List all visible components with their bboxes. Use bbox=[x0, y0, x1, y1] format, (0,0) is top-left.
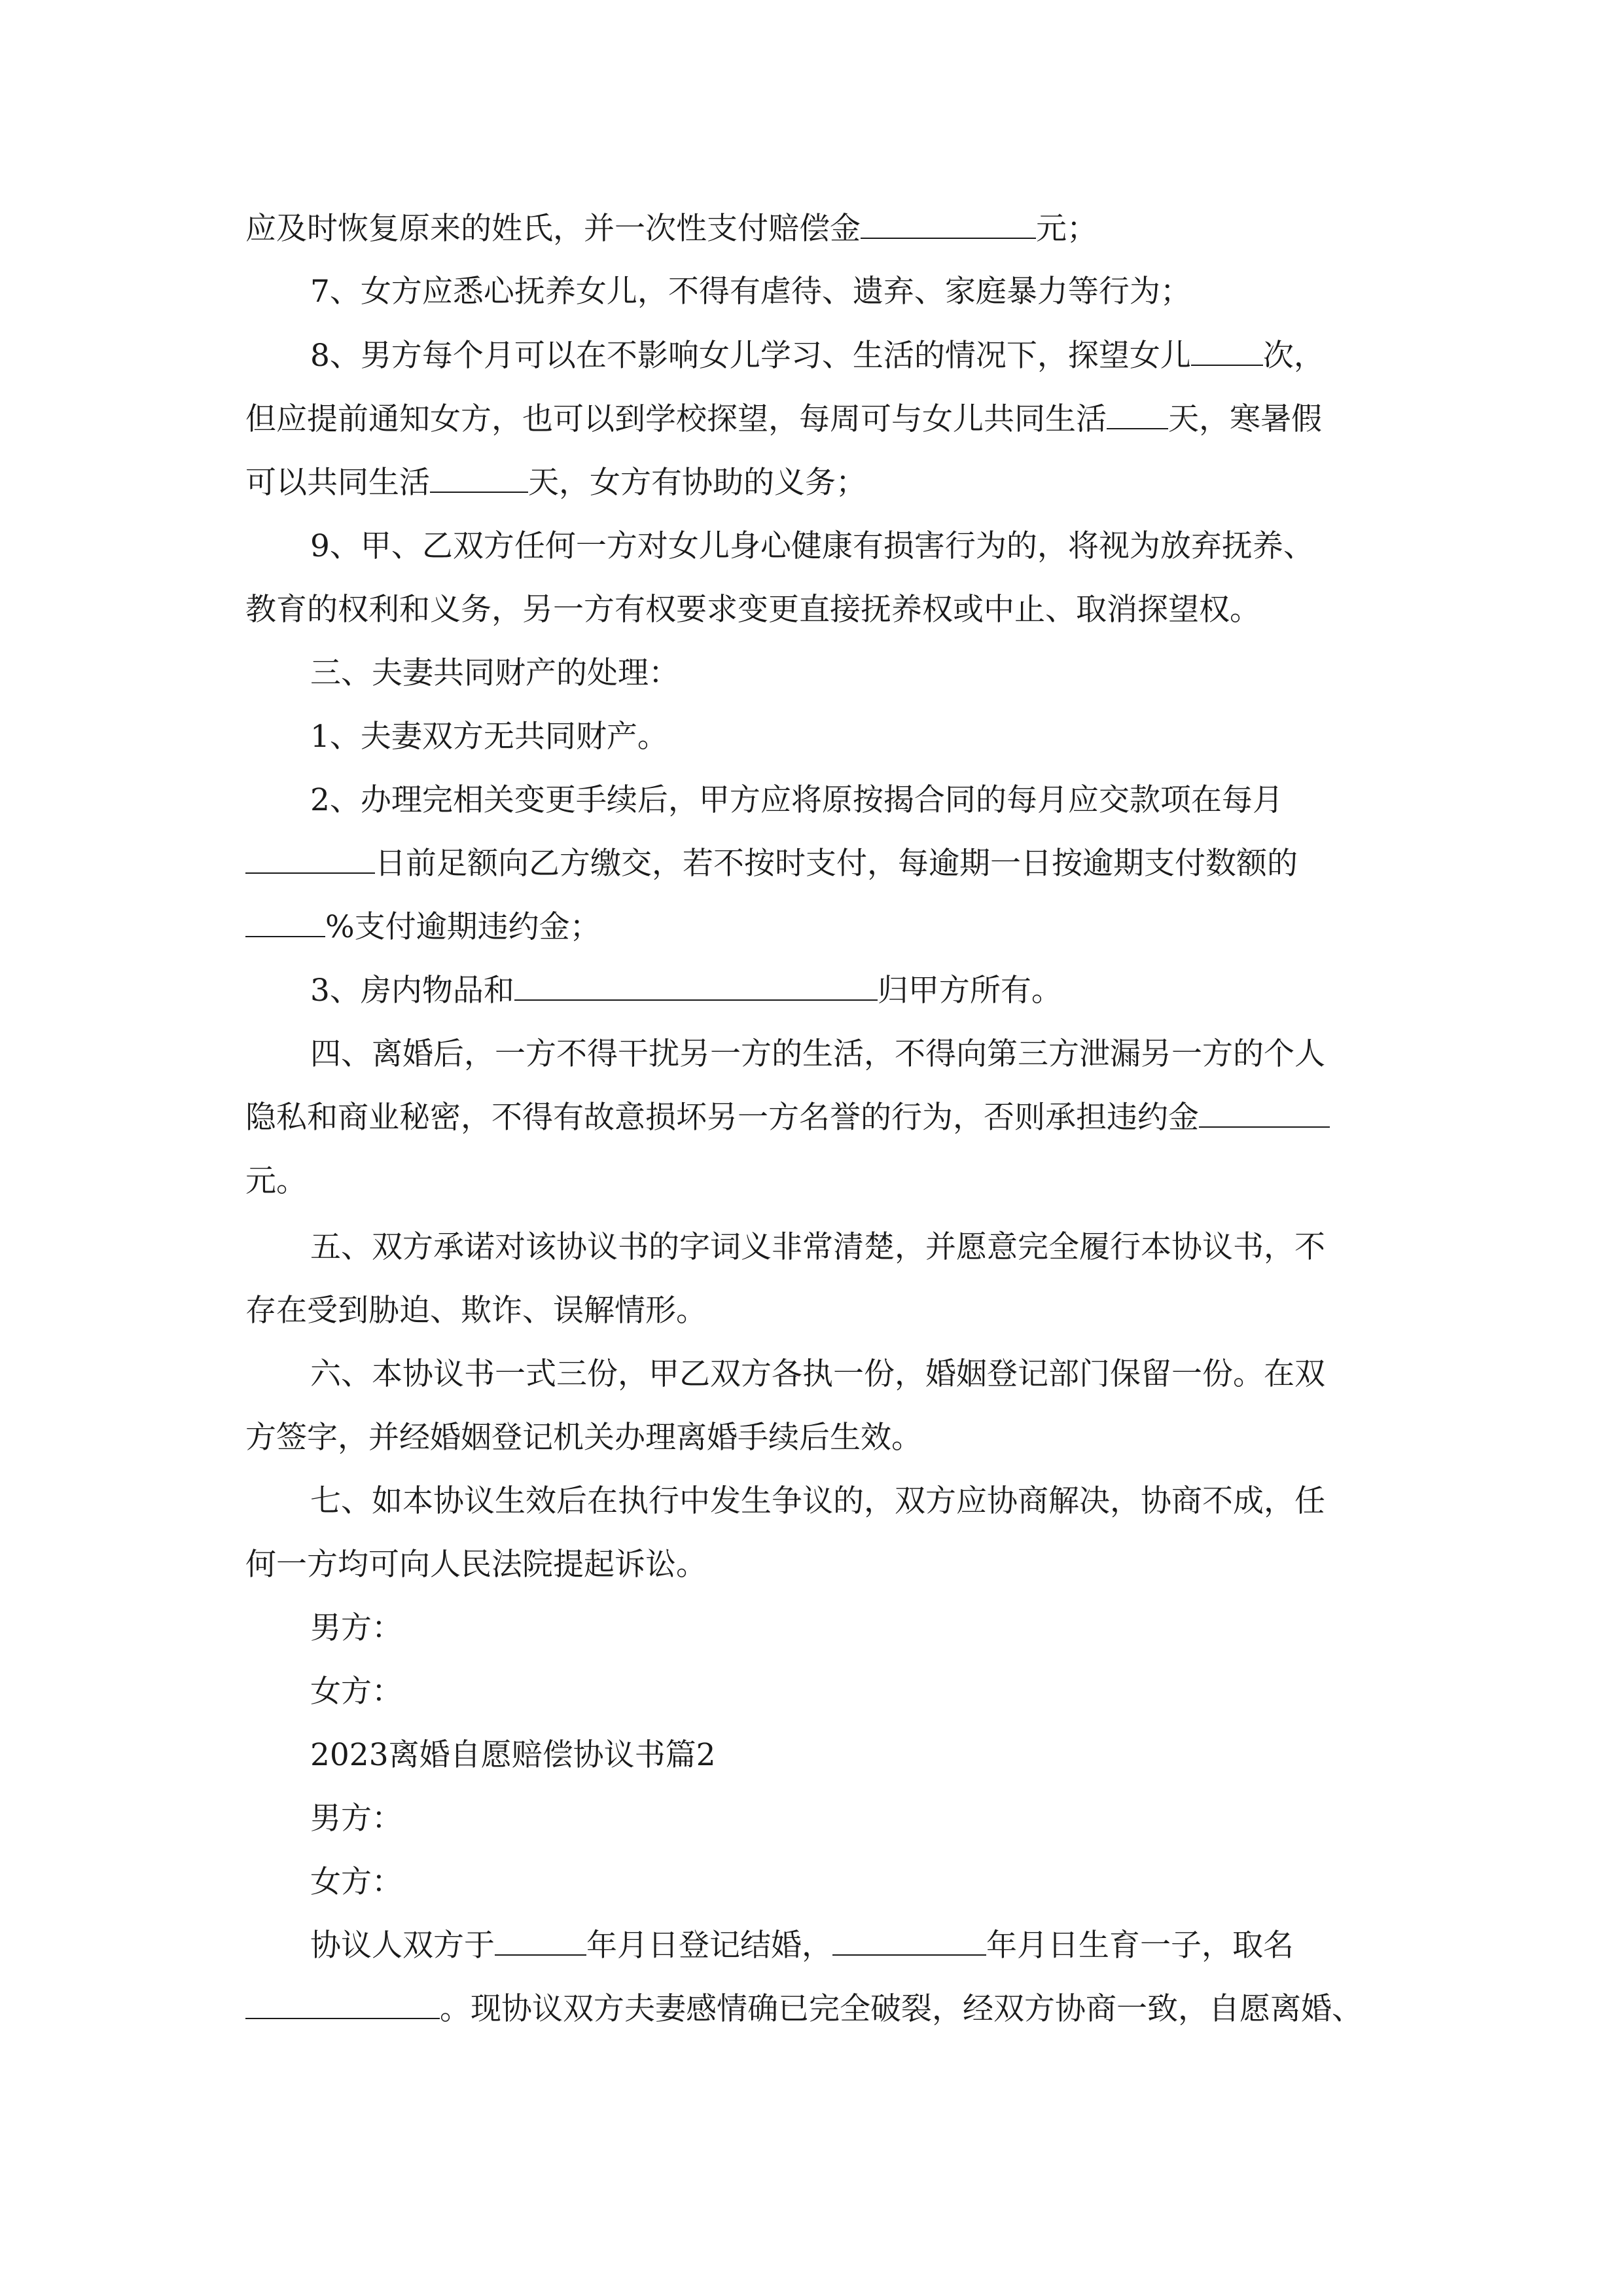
fill-in-blank[interactable] bbox=[514, 973, 878, 1001]
text-segment: %支付逾期违约金； bbox=[325, 909, 601, 945]
paragraph-line bbox=[245, 1162, 307, 1201]
text-segment: 应及时恢复原来的姓氏，并一次性支付赔偿金 bbox=[245, 211, 861, 247]
text-segment: 女方： bbox=[310, 1864, 402, 1900]
text-segment: 方签字，并经婚姻登记机关办理离婚手续后生效。 bbox=[245, 1420, 922, 1456]
text-segment: 可以共同生活 bbox=[245, 465, 430, 501]
paragraph-line bbox=[310, 527, 1314, 566]
text-segment: 七、如本协议生效后在执行中发生争议的，双方应协商解决，协商不成，任 bbox=[310, 1483, 1325, 1519]
paragraph-line bbox=[310, 781, 1283, 820]
fill-in-blank[interactable] bbox=[861, 211, 1036, 239]
text-segment: 三、夫妻共同财产的处理： bbox=[310, 655, 679, 691]
fill-in-blank[interactable] bbox=[245, 846, 375, 874]
text-segment: 元； bbox=[1036, 211, 1097, 247]
text-segment: 五、双方承诺对该协议书的字词义非常清楚，并愿意完全履行本协议书，不 bbox=[310, 1229, 1325, 1265]
fill-in-blank[interactable] bbox=[1107, 402, 1168, 429]
paragraph-line bbox=[310, 1672, 402, 1712]
text-segment: 何一方均可向人民法院提起诉讼。 bbox=[245, 1547, 707, 1583]
text-segment: 3、房内物品和 bbox=[310, 973, 514, 1009]
paragraph-line bbox=[245, 908, 601, 947]
paragraph-line bbox=[310, 1482, 1325, 1521]
text-segment: 8、男方每个月可以在不影响女儿学习、生活的情况下，探望女儿 bbox=[310, 338, 1191, 374]
text-segment: 隐私和商业秘密，不得有故意损坏另一方名誉的行为，否则承担违约金 bbox=[245, 1100, 1199, 1136]
fill-in-blank[interactable] bbox=[245, 1992, 440, 2019]
paragraph-line bbox=[245, 400, 1322, 439]
text-segment: 1、夫妻双方无共同财产。 bbox=[310, 719, 668, 755]
text-segment: 。现协议双方夫妻感情确已完全破裂，经双方协商一致，自愿离婚、 bbox=[440, 1991, 1363, 2027]
fill-in-blank[interactable] bbox=[495, 1928, 586, 1956]
paragraph-line bbox=[310, 1035, 1325, 1074]
paragraph-line bbox=[310, 1609, 402, 1648]
text-segment: 男方： bbox=[310, 1801, 402, 1837]
text-segment: 天，寒暑假 bbox=[1168, 401, 1322, 437]
fill-in-blank[interactable] bbox=[245, 910, 325, 937]
paragraph-line bbox=[245, 1990, 1363, 2029]
text-segment: 年月日生育一子，取名 bbox=[986, 1928, 1294, 1964]
paragraph-line bbox=[310, 336, 1325, 376]
paragraph-line bbox=[245, 1418, 922, 1458]
paragraph-line bbox=[245, 1098, 1330, 1138]
paragraph-line bbox=[245, 1545, 707, 1585]
text-segment: 归甲方所有。 bbox=[877, 973, 1062, 1009]
section-heading bbox=[310, 1736, 716, 1775]
paragraph-line bbox=[310, 1863, 402, 1902]
text-segment: 六、本协议书一式三份，甲乙双方各执一份，婚姻登记部门保留一份。在双 bbox=[310, 1356, 1325, 1392]
text-segment: 日前足额向乙方缴交，若不按时支付，每逾期一日按逾期支付数额的 bbox=[375, 846, 1298, 882]
paragraph-line bbox=[245, 209, 1097, 249]
text-segment: 四、离婚后，一方不得干扰另一方的生活，不得向第三方泄漏另一方的个人 bbox=[310, 1036, 1325, 1072]
text-segment: 2023离婚自愿赔偿协议书篇2 bbox=[310, 1737, 716, 1773]
text-segment: 协议人双方于 bbox=[310, 1928, 495, 1964]
paragraph-line bbox=[310, 717, 668, 757]
text-segment: 存在受到胁迫、欺诈、误解情形。 bbox=[245, 1293, 707, 1329]
paragraph-line bbox=[245, 1291, 707, 1331]
paragraph-line bbox=[310, 654, 679, 693]
text-segment: 次， bbox=[1262, 338, 1325, 374]
paragraph-line bbox=[310, 272, 1191, 312]
fill-in-blank[interactable] bbox=[1191, 338, 1263, 366]
text-segment: 元。 bbox=[245, 1163, 307, 1199]
paragraph-line bbox=[310, 1926, 1294, 1965]
paragraph-line bbox=[310, 1799, 402, 1839]
paragraph-line bbox=[310, 971, 1062, 1011]
text-segment: 教育的权利和义务，另一方有权要求变更直接抚养权或中止、取消探望权。 bbox=[245, 592, 1260, 628]
paragraph-line bbox=[310, 1228, 1325, 1267]
paragraph-line bbox=[310, 1355, 1325, 1394]
text-segment: 天，女方有协助的义务； bbox=[528, 465, 866, 501]
paragraph-line bbox=[245, 463, 866, 503]
text-segment: 男方： bbox=[310, 1610, 402, 1646]
text-segment: 2、办理完相关变更手续后，甲方应将原按揭合同的每月应交款项在每月 bbox=[310, 782, 1283, 818]
text-segment: 但应提前通知女方，也可以到学校探望，每周可与女儿共同生活 bbox=[245, 401, 1107, 437]
text-segment: 年月日登记结婚， bbox=[586, 1928, 832, 1964]
fill-in-blank[interactable] bbox=[832, 1928, 986, 1956]
paragraph-line bbox=[245, 590, 1260, 630]
text-segment: 7、女方应悉心抚养女儿，不得有虐待、遗弃、家庭暴力等行为； bbox=[310, 274, 1191, 310]
fill-in-blank[interactable] bbox=[1199, 1100, 1330, 1128]
paragraph-line bbox=[245, 844, 1298, 884]
fill-in-blank[interactable] bbox=[430, 465, 528, 493]
text-segment: 9、甲、乙双方任何一方对女儿身心健康有损害行为的，将视为放弃抚养、 bbox=[310, 528, 1314, 564]
text-segment: 女方： bbox=[310, 1674, 402, 1710]
